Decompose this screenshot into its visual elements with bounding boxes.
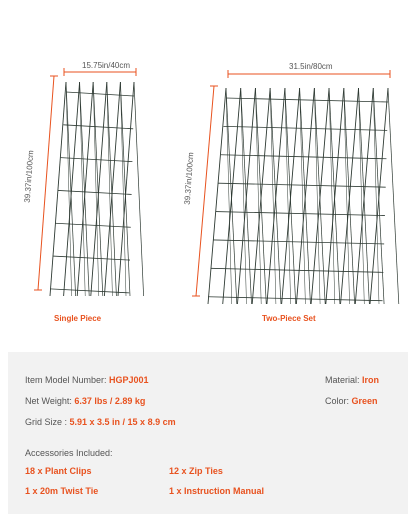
- trellis-wire: [285, 88, 291, 304]
- trellis-wire: [252, 88, 270, 304]
- trellis-wire: [50, 82, 66, 296]
- trellis-wire: [282, 88, 300, 304]
- color-value: Green: [351, 396, 378, 406]
- weight-row: [25, 396, 145, 406]
- double-height-dimension: [192, 86, 218, 296]
- trellis-wire: [223, 88, 241, 304]
- trellis-wire: [311, 88, 329, 304]
- double-width-dimension: [228, 70, 390, 78]
- accessory-item: 18 x Plant Clips: [25, 466, 92, 476]
- material-value: Iron: [362, 375, 380, 385]
- trellis-wire: [370, 88, 388, 304]
- trellis-wire: [134, 82, 144, 296]
- weight-label: Net Weight:: [25, 396, 75, 406]
- trellis-wire: [255, 88, 261, 304]
- grid-value: 5.91 x 3.5 in / 15 x 8.9 cm: [69, 417, 176, 427]
- trellis-wire: [53, 256, 130, 260]
- trellis-wire: [91, 82, 107, 296]
- trellis-wire: [270, 88, 276, 304]
- weight-value: 6.37 lbs / 2.89 kg: [74, 396, 146, 406]
- trellis-wire: [77, 82, 93, 296]
- two-piece-trellis: [208, 88, 399, 304]
- model-row: [25, 375, 149, 385]
- trellis-wire: [64, 82, 80, 296]
- trellis-wire: [237, 88, 255, 304]
- trellis-wire: [241, 88, 247, 304]
- double-height-label: 39.37in/100cm: [182, 152, 196, 205]
- double-caption: Two-Piece Set: [262, 314, 316, 323]
- accessory-item: 1 x Instruction Manual: [169, 486, 265, 496]
- grid-row: [25, 417, 176, 427]
- single-height-label: 39.37in/100cm: [22, 150, 36, 203]
- trellis-wire: [300, 88, 306, 304]
- color-label: Color:: [325, 396, 352, 406]
- trellis-wire: [66, 92, 134, 96]
- trellis-wire: [55, 223, 130, 227]
- trellis-wire: [223, 126, 387, 130]
- single-height-dimension: [34, 76, 58, 290]
- grid-label: Grid Size :: [25, 417, 70, 427]
- material-row: [325, 375, 379, 385]
- single-caption: Single Piece: [54, 314, 102, 323]
- accessory-item: 12 x Zip Ties: [169, 466, 223, 476]
- accessory-item: 1 x 20m Twist Tie: [25, 486, 99, 496]
- model-label: Item Model Number:: [25, 375, 110, 385]
- trellis-wire: [373, 88, 379, 304]
- single-width-label: 15.75in/40cm: [82, 61, 131, 70]
- trellis-wire: [104, 82, 120, 296]
- model-value: HGPJ001: [109, 375, 149, 385]
- trellis-wire: [211, 268, 384, 272]
- trellis-wire: [226, 98, 388, 102]
- trellis-wire: [213, 240, 384, 244]
- trellis-wire: [50, 289, 129, 293]
- trellis-wire: [118, 82, 134, 296]
- color-row: [325, 396, 378, 406]
- trellis-wire: [296, 88, 314, 304]
- material-label: Material:: [325, 375, 363, 385]
- trellis-wire: [388, 88, 399, 304]
- trellis-wire: [226, 88, 232, 304]
- trellis-wire: [314, 88, 320, 304]
- accessories-heading: Accessories Included:: [25, 448, 113, 458]
- trellis-wire: [267, 88, 285, 304]
- single-trellis: [50, 82, 144, 296]
- trellis-wire: [329, 88, 335, 304]
- trellis-wire: [216, 212, 385, 216]
- specifications-panel: [8, 352, 408, 514]
- double-width-label: 31.5in/80cm: [289, 62, 333, 71]
